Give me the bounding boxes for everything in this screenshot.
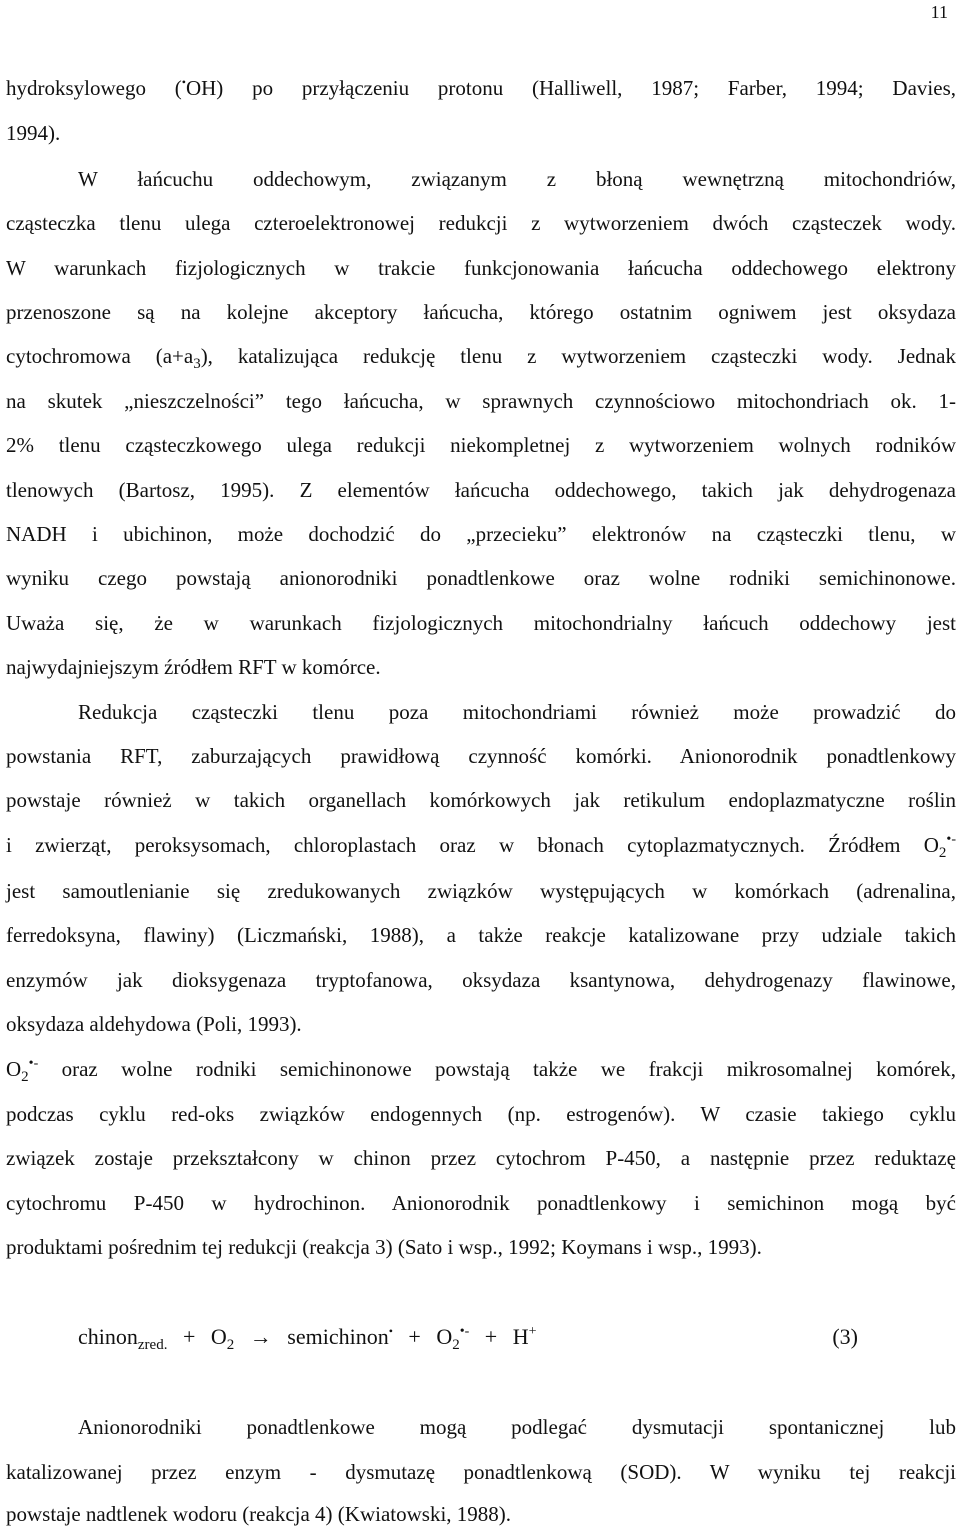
text-line: W łańcuchu oddechowym, związanym z błoną wewnętrzną mitochondriów, (78, 167, 956, 191)
text-line: powstaje również w takich organellach komórkowych jak retikulum endoplazmatyczne roślin (6, 788, 956, 812)
text-line: W warunkach fizjologicznych w trakcie funkcjonowania łańcucha oddechowego elektrony (6, 256, 956, 280)
text-line: katalizowanej przez enzym - dysmutazę ponadtlenkową (SOD). W wyniku tej reakcji (6, 1460, 956, 1484)
text-line: tlenowych (Bartosz, 1995). Z elementów łańcucha oddechowego, takich jak dehydrogenaza (6, 478, 956, 502)
text-line: enzymów jak dioksygenaza tryptofanowa, oksydaza ksantynowa, dehydrogenazy flawinowe, (6, 968, 956, 992)
reaction-arrow-icon: → (249, 1324, 272, 1349)
text-line: cytochromowa $(a+a_3)$, katalizująca redukcję tlenu z wytworzeniem cząsteczki wody. Jednak (6, 344, 956, 372)
text-line: cząsteczka tlenu ulega czteroelektronowej redukcji z wytworzeniem dwóch cząsteczek wody. (6, 211, 956, 235)
text-line: cytochromu P-450 w hydrochinon. Anionorodnik ponadtlenkowy i semichinon mogą być (6, 1191, 956, 1215)
text-line: oksydaza aldehydowa (Poli, 1993). (6, 1012, 302, 1036)
text-line: $O_2^{•-}$ oraz wolne rodniki semichinonowe powstają także we frakcji mikrosomalnej komórek, (6, 1056, 956, 1085)
text-line: produktami pośrednim tej redukcji (reakcja 3) (Sato i wsp., 1992; Koymans i wsp., 1993). (6, 1235, 762, 1259)
text-line: hydroksylowego (•OH) po przyłączeniu protonu (Halliwell, 1987; Farber, 1994; Davies, (6, 75, 956, 100)
text-line: Redukcja cząsteczki tlenu poza mitochondriami również może prowadzić do (78, 700, 956, 724)
text-line: jest samoutlenianie się zredukowanych związków występujących w komórkach (adrenalina, (6, 879, 956, 903)
text-line: wyniku czego powstają anionorodniki ponadtlenkowe oraz wolne rodniki semichinonowe. (6, 566, 956, 590)
text-line: 1994). (6, 121, 61, 145)
text-line: przenoszone są na kolejne akceptory łańcucha, którego ostatnim ogniwem jest oksydaza (6, 300, 956, 324)
text-line: i zwierząt, peroksysomach, chloroplastach oraz w błonach cytoplazmatycznych. Źródłem $O_2^{•-}$ (6, 832, 956, 861)
text-line: powstania RFT, zaburzających prawidłową czynność komórki. Anionorodnik ponadtlenkowy (6, 744, 956, 768)
text-line: powstaje nadtlenek wodoru (reakcja 4) (Kwiatowski, 1988). (6, 1502, 512, 1526)
page-number: 11 (930, 2, 948, 22)
equation-number: (3) (832, 1324, 858, 1349)
text-line: na skutek „nieszczelności” tego łańcucha, w sprawnych czynnościowo mitochondriach ok. 1- (6, 389, 956, 413)
text-line: podczas cyklu red-oks związków endogennych (np. estrogenów). W czasie takiego cyklu (6, 1102, 956, 1126)
text-line: najwydajniejszym źródłem RFT w komórce. (6, 655, 381, 679)
text-line: NADH i ubichinon, może dochodzić do „przecieku” elektronów na cząsteczki tlenu, w (6, 522, 956, 546)
text-line: Uważa się, że w warunkach fizjologicznych mitochondrialny łańcuch oddechowy jest (6, 611, 956, 635)
text-line: 2% tlenu cząsteczkowego ulega redukcji niekompletnej z wytworzeniem wolnych rodników (6, 433, 956, 457)
text-line: Anionorodniki ponadtlenkowe mogą podlegać dysmutacji spontanicznej lub (78, 1415, 956, 1439)
text-line: ferredoksyna, flawiny) (Liczmański, 1988), a także reakcje katalizowane przy udziale takich (6, 923, 956, 947)
text-line: związek zostaje przekształcony w chinon przez cytochrom P-450, a następnie przez reduktazę (6, 1146, 956, 1170)
reaction-equation: chinon$_{zred.}$ + $O_2$ → semichinon• + $O_2^{•-} + H^+$ (3) (78, 1324, 858, 1353)
